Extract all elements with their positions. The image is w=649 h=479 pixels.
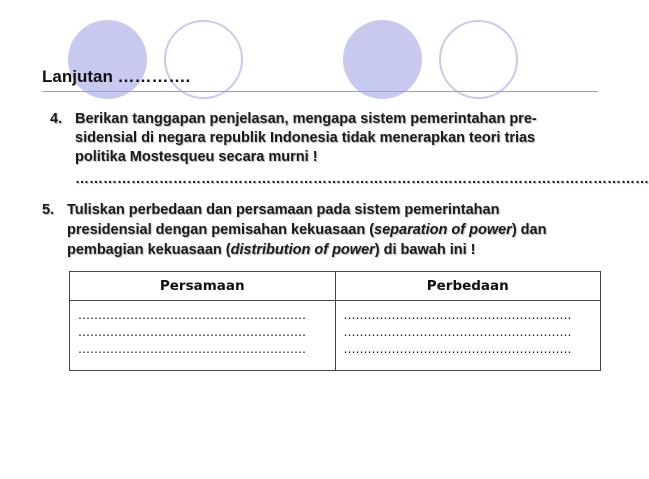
perbedaan-line-1: ………………………………………………… — [343, 308, 572, 322]
question-5-line-3-start: pembagian kekuasaan ( — [67, 242, 231, 258]
decorative-circle-outline-1 — [164, 20, 243, 99]
question-5-term-distribution: distribution of power — [230, 242, 375, 258]
question-5-line-2-end: ) dan — [511, 222, 547, 238]
page-title: Lanjutan …………. — [42, 67, 191, 86]
persamaan-answer-cell[interactable] — [70, 301, 336, 371]
question-4-line-1: Berikan tanggapan penjelasan, mengapa sistem pemerintahan pre- — [75, 111, 537, 127]
title-divider — [42, 91, 598, 92]
question-4-answer-line[interactable]: …………………………………………………………………………………………………………… — [75, 170, 649, 186]
question-5-line-1: Tuliskan perbedaan dan persamaan pada sistem pemerintahan — [67, 202, 500, 218]
perbedaan-line-2: ………………………………………………… — [343, 325, 572, 339]
question-5 — [42, 201, 622, 261]
decorative-circle-outline-2 — [439, 20, 518, 99]
decorative-circle-filled-1 — [68, 20, 147, 99]
column-header-persamaan: Persamaan — [70, 272, 336, 301]
question-5-line-2-start: presidensial dengan pemisahan kekuasaan ( — [67, 222, 375, 238]
column-header-perbedaan: Perbedaan — [335, 272, 601, 301]
perbedaan-answer-cell[interactable] — [335, 301, 601, 371]
question-4-line-2: sidensial di negara republik Indonesia tidak menerapkan teori trias — [75, 130, 536, 146]
persamaan-line-1: ………………………………………………… — [78, 308, 306, 322]
question-4-number: 4. — [50, 111, 63, 127]
decorative-circle-filled-2 — [343, 20, 422, 99]
perbedaan-line-3: ………………………………………………… — [343, 342, 572, 356]
comparison-table — [69, 271, 601, 371]
question-5-line-3 — [67, 241, 475, 260]
question-5-term-separation: separation of power — [374, 222, 512, 238]
table-header-row — [70, 272, 601, 301]
question-5-number: 5. — [42, 202, 55, 218]
table-row — [70, 301, 601, 371]
persamaan-line-2: ………………………………………………… — [78, 325, 306, 339]
persamaan-line-3: ………………………………………………… — [78, 342, 306, 356]
question-4-line-3: politika Mostesqueu secara murni ! — [75, 149, 318, 165]
question-5-line-2 — [67, 221, 546, 240]
question-5-line-3-end: ) di bawah ini ! — [374, 242, 476, 258]
